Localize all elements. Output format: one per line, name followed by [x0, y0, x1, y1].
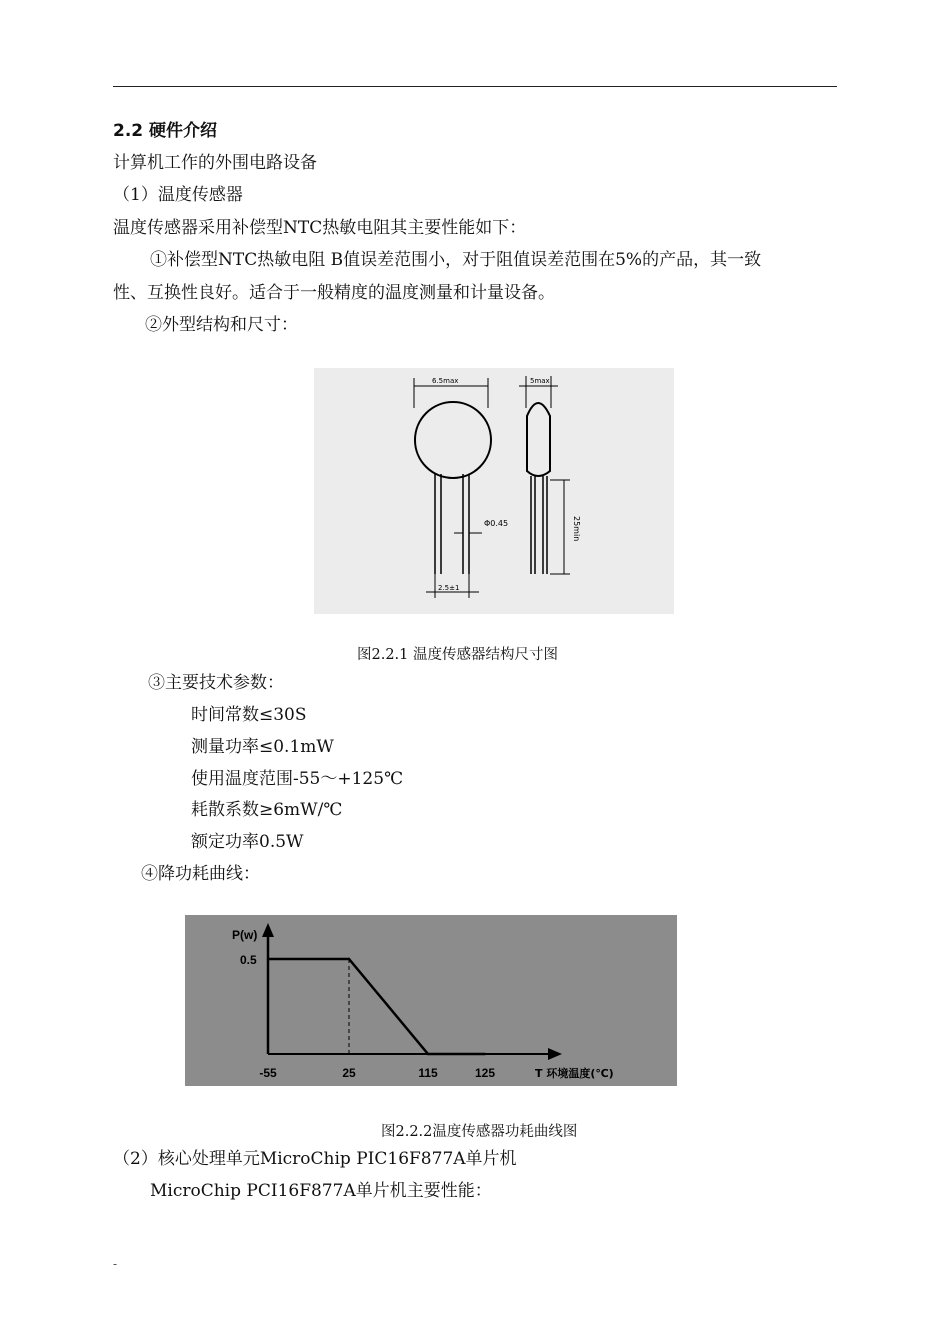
sensor-intro-text: 温度传感器采用补偿型NTC热敏电阻其主要性能如下： [113, 218, 527, 238]
x-tick-label: -55 [259, 1066, 277, 1080]
lead-diameter-label: Φ0.45 [484, 519, 509, 528]
intro-text: 计算机工作的外围电路设备 [113, 153, 317, 173]
y-axis-label: P(w) [232, 928, 258, 942]
subsection-title-sensor: （1）温度传感器 [113, 185, 243, 205]
params-title: ③主要技术参数： [148, 673, 284, 693]
series-point [348, 958, 350, 960]
x-axis-label: T 环境温度(℃) [535, 1067, 614, 1080]
pitch-label: 2.5±1 [438, 584, 460, 592]
derating-chart [185, 915, 677, 1086]
param-item: 耗散系数≥6mW/℃ [191, 800, 343, 820]
param-item: 测量功率≤0.1mW [191, 737, 334, 757]
series-point [484, 1053, 486, 1055]
thickness-label: 5max [530, 377, 550, 385]
sensor-dimension-figure [314, 368, 674, 614]
param-item: 时间常数≤30S [191, 705, 307, 725]
x-tick-label: 25 [342, 1066, 356, 1080]
chart-background [185, 915, 677, 1086]
lead-length-label: 25min [572, 516, 581, 542]
derating-title: ④降功耗曲线： [141, 864, 260, 884]
figure2-caption: 图2.2.2温度传感器功耗曲线图 [381, 1124, 578, 1140]
param-item: 额定功率0.5W [191, 832, 304, 852]
param-item: 使用温度范围-55～+125℃ [191, 769, 404, 789]
y-tick-label: 0.5 [240, 953, 257, 967]
mcu-intro-text: MicroChip PCI16F877A单片机主要性能： [150, 1181, 492, 1201]
footer-mark: - [113, 1257, 118, 1271]
series-point [427, 1053, 429, 1055]
x-tick-label: 125 [474, 1066, 496, 1080]
point1-line1: ①补偿型NTC热敏电阻 B值误差范围小，对于阻值误差范围在5%的产品，其一致 [150, 250, 762, 270]
series-point [267, 958, 269, 960]
section-heading: 2.2 硬件介绍 [113, 121, 218, 141]
point2-text: ②外型结构和尺寸： [145, 315, 298, 335]
dim-width-label: 6.5max [432, 377, 459, 385]
subsection-title-mcu: （2）核心处理单元MicroChip PIC16F877A单片机 [113, 1149, 517, 1169]
header-rule [113, 86, 837, 87]
figure-background [314, 368, 674, 614]
point1-line2: 性、互换性良好。适合于一般精度的温度测量和计量设备。 [113, 283, 555, 303]
figure1-caption: 图2.2.1 温度传感器结构尺寸图 [357, 647, 559, 663]
x-tick-label: 115 [418, 1066, 438, 1080]
